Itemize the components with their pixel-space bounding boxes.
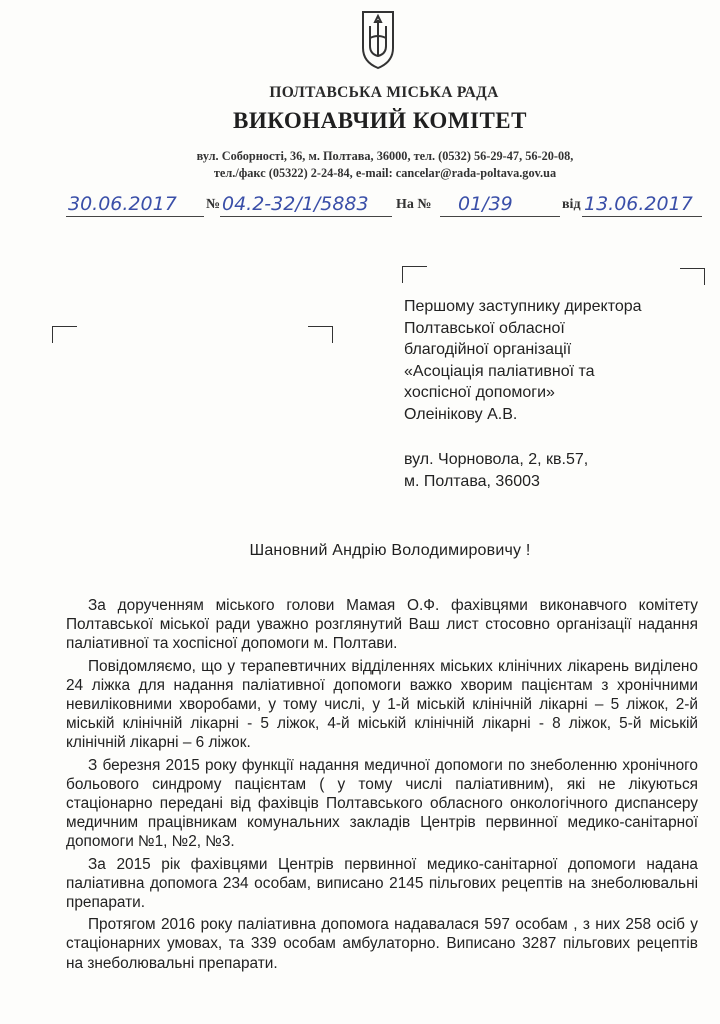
incoming-date: 13.06.2017 (584, 193, 693, 215)
incoming-date-label: від (562, 197, 581, 212)
addressee-line: хоспісної допомоги» (404, 384, 555, 401)
addressee-block (404, 296, 642, 492)
body-paragraph: Протягом 2016 року паліативна допомога надавалася 597 особам , з них 258 осіб у стаціонарних умовах, та 339 особам амбулаторно. Виписано 3287 пільгових рецептів на знеболювальні препарати. (66, 916, 698, 972)
outgoing-date: 30.06.2017 (68, 193, 177, 215)
body-paragraph: За дорученням міського голови Мамая О.Ф. фахівцями виконавчого комітету Полтавської міської ради уважно розглянутий Ваш лист стосовно організації надання паліативної та хоспісної допомоги м. Полтави. (66, 597, 698, 653)
committee-title: ВИКОНАВЧИЙ КОМІТЕТ (232, 108, 527, 133)
contacts-line: вул. Соборності, 36, м. Полтава, 36000, тел. (0532) 56-29-47, 56-20-08, (196, 149, 574, 163)
address-corner-mark (680, 268, 705, 285)
address-corner-mark (402, 266, 427, 283)
address-line: вул. Чорновола, 2, кв.57, (404, 451, 589, 468)
addressee-line: Полтавської обласної (404, 319, 565, 337)
incoming-number: 01/39 (458, 193, 513, 215)
addressee-line: Першому заступнику директора (404, 298, 642, 315)
addressee-line: Олеінікову А.В. (404, 405, 518, 423)
reference-line (66, 192, 706, 222)
body-paragraph: З березня 2015 року функції надання медичної допомоги по знеболенню хронічного больового синдрому пацієнтам ( у тому числі паліативним), які не лікуються стаціонарно передані від фахівців Полтавського обласного онкологічного диспансеру медичним працівникам комунальних закладів Центрів первинної медико-санітарної допомоги №1, №2, №3. (66, 756, 698, 851)
number-label: № (206, 197, 221, 212)
body-paragraph: Повідомляємо, що у терапевтичних відділеннях міських клінічних лікарень виділено 24 ліжка для надання паліативної допомоги важко хворим пацієнтам з хронічними невиліковними хворобами, у тому числі, у 1-й міській клінічній лікарні – 5 ліжок, 2-й міській клінічній лікарні - 5 ліжок, 4-й міській клінічній лікарні - 8 ліжок, 5-й міській клінічній лікарні – 6 ліжок. (66, 657, 698, 752)
outgoing-number: 04.2-32/1/5883 (222, 193, 369, 215)
letter-body (66, 596, 698, 976)
org-name: ПОЛТАВСЬКА МІСЬКА РАДА (269, 84, 499, 101)
address-corner-mark (308, 326, 333, 343)
salutation: Шановний Андрію Володимировичу ! (249, 542, 531, 559)
addressee-line: благодійної організації (404, 341, 572, 358)
body-paragraph: За 2015 рік фахівцями Центрів первинної медико-санітарної допомоги надана паліативна допомога 234 особам, виписано 2145 пільгових рецептів на знеболювальні препарати. (66, 855, 698, 912)
contacts-line: тел./факс (05322) 2-24-84, e-mail: cancelar@rada-poltava.gov.ua (213, 166, 557, 180)
contacts-block (150, 148, 620, 182)
address-corner-mark (52, 326, 77, 343)
incoming-number-label: На № (396, 197, 432, 212)
coat-of-arms-icon (358, 8, 398, 70)
addressee-line: «Асоціація паліативної та (404, 362, 595, 380)
address-line: м. Полтава, 36003 (404, 472, 540, 490)
